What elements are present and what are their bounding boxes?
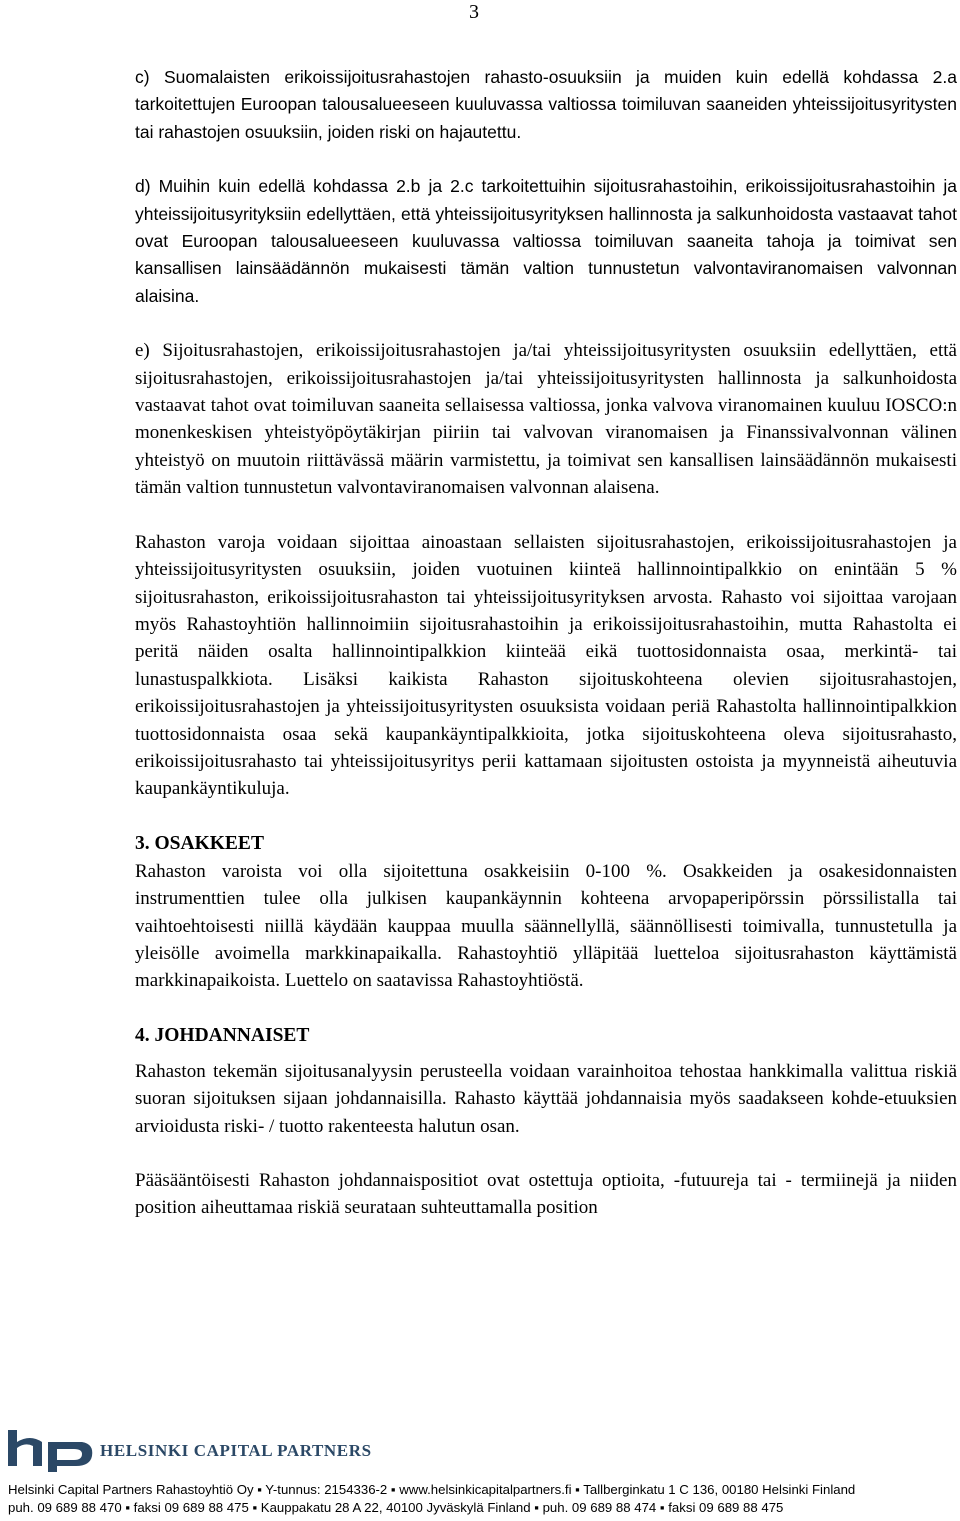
paragraph-d: d) Muihin kuin edellä kohdassa 2.b ja 2.c tarkoitettuihin sijoitusrahastoihin, erikoissijoitusrahastoihin ja yhteissijoitusyrityksiin edellyttäen, että yhteissijoitusyrityksen hallinnosta ja salkunhoidosta vastaavat tahot ovat Euroopan talousalueeseen kuuluvassa valtiossa toimiluvan saaneita tahoja ja toimivat sen kansallisen lainsäädännön mukaisesti tämän valtion tunnustetun valvontaviranomaisen valvonnan alaisina. [135, 176, 957, 306]
paragraph-c: c) Suomalaisten erikoissijoitusrahastojen rahasto-osuuksiin ja muiden kuin edellä kohdassa 2.a tarkoitettujen Euroopan talousalueeseen kuuluvassa valtiossa toimiluvan saaneiden yhteissijoitusyritysten tai rahastojen osuuksiin, joiden riski on hajautettu. [135, 67, 957, 142]
section-body-johdannaiset-1: Rahaston tekemän sijoitusanalyysin perusteella voidaan varainhoitoa tehostaa hankkimalla valittua riskiä suoran sijoituksen sijaan johdannaisilla. Rahasto käyttää johdannaisia myös saadakseen kohde-etuuksien arvioidusta riski- / tuotto rakenteesta halutun osan. [135, 1060, 957, 1137]
paragraph-e: e) Sijoitusrahastojen, erikoissijoitusrahastojen ja/tai yhteissijoitusyritysten osuuksiin edellyttäen, että sijoitusrahastojen, erikoissijoitusrahastojen ja/tai yhteissijoitusyritysten hallinnosta ja salkunhoidosta vastaavat tahot ovat toimiluvan saaneita sellaisessa valtiossa, jonka valvova viranomainen kuuluu IOSCO:n monenkeskisen yhteistyöpöytäkirjan piiriin tai valvovan viranomaisen ja Finanssivalvonnan välinen yhteistyö on muutoin riittävässä määrin varmistettu, ja toimivat sen kansallisen lainsäädännön mukaisesti tämän valtion tunnustetun valvontaviranomaisen valvonnan alaisena. [135, 340, 957, 499]
paragraph-fund-fees: Rahaston varoja voidaan sijoittaa ainoastaan sellaisten sijoitusrahastojen, erikoissijoitusrahastojen ja yhteissijoitusyritysten osuuksiin, joiden vuotuinen kiinteä hallinnointipalkkio on enintään 5 % sijoitusrahaston, erikoissijoitusrahaston tai yhteissijoitusyrityksen arvosta. Rahasto voi sijoittaa varojaan myös Rahastoyhtiön hallinnoimiin sijoitusrahastoihin ja erikoissijoitusrahastoihin, mutta Rahastolta ei peritä näiden osalta hallinnointipalkkion kiinteää eikä tuottosidonnaista osaa, merkintä- tai lunastuspalkkiota. Lisäksi kaikista Rahaston sijoituskohteena olevien sijoitusrahastojen, erikoissijoitusrahastojen ja yhteissijoitusyritysten osuuksista voidaan periä Rahastolta hallinnointipalkkion tuottosidonnaista osaa sekä kaupankäyntipalkkioita, jotka sijoituskohteena oleva sijoitusrahasto, erikoissijoitusrahasto tai yhteissijoitusyritys perii kattamaan sijoitusten ostoista ja myynneistä aiheutuvia kaupankäyntikuluja. [135, 531, 957, 800]
section-heading-johdannaiset: 4. JOHDANNAISET [135, 1024, 310, 1046]
footer-line-1: Helsinki Capital Partners Rahastoyhtiö Oy ▪ Y-tunnus: 2154336-2 ▪ www.helsinkicapitalpartners.fi ▪ Tallberginkatu 1 C 136, 00180 Helsinki Finland [8, 1482, 856, 1497]
section-heading-osakkeet: 3. OSAKKEET [135, 832, 264, 854]
section-body-osakkeet: Rahaston varoista voi olla sijoitettuna osakkeisiin 0-100 %. Osakkeiden ja osakesidonnaisten instrumenttien tulee olla julkisen kaupankäynnin kohteena arvopaperipörssin pörssilistalla tai vaihtoehtoisesti niillä käydään kauppaa muulla säännellyllä, säännöllisesti toimivalla, tunnustetulla ja yleisölle avoimella markkinapaikalla. Rahastoyhtiö ylläpitää luetteloa sijoitusrahaston käyttämistä markkinapaikoista. Luettelo on saatavissa Rahastoyhtiöstä. [135, 860, 957, 992]
company-logo-icon [8, 1424, 98, 1472]
company-logo-text: HELSINKI CAPITAL PARTNERS [100, 1441, 372, 1460]
page-number: 3 [469, 1, 479, 23]
document-body [135, 64, 957, 1222]
page-footer [8, 1481, 958, 1517]
footer-line-2: puh. 09 689 88 470 ▪ faksi 09 689 88 475 ▪ Kauppakatu 28 A 22, 40100 Jyväskylä Finland ▪ puh. 09 689 88 474 ▪ faksi 09 689 88 475 [8, 1500, 784, 1515]
section-body-johdannaiset-2: Pääsääntöisesti Rahaston johdannaispositiot ovat ostettuja optioita, -futuureja tai - termiinejä ja niiden position aiheuttamaa riskiä seurataan suhteuttamalla position [135, 1170, 957, 1219]
